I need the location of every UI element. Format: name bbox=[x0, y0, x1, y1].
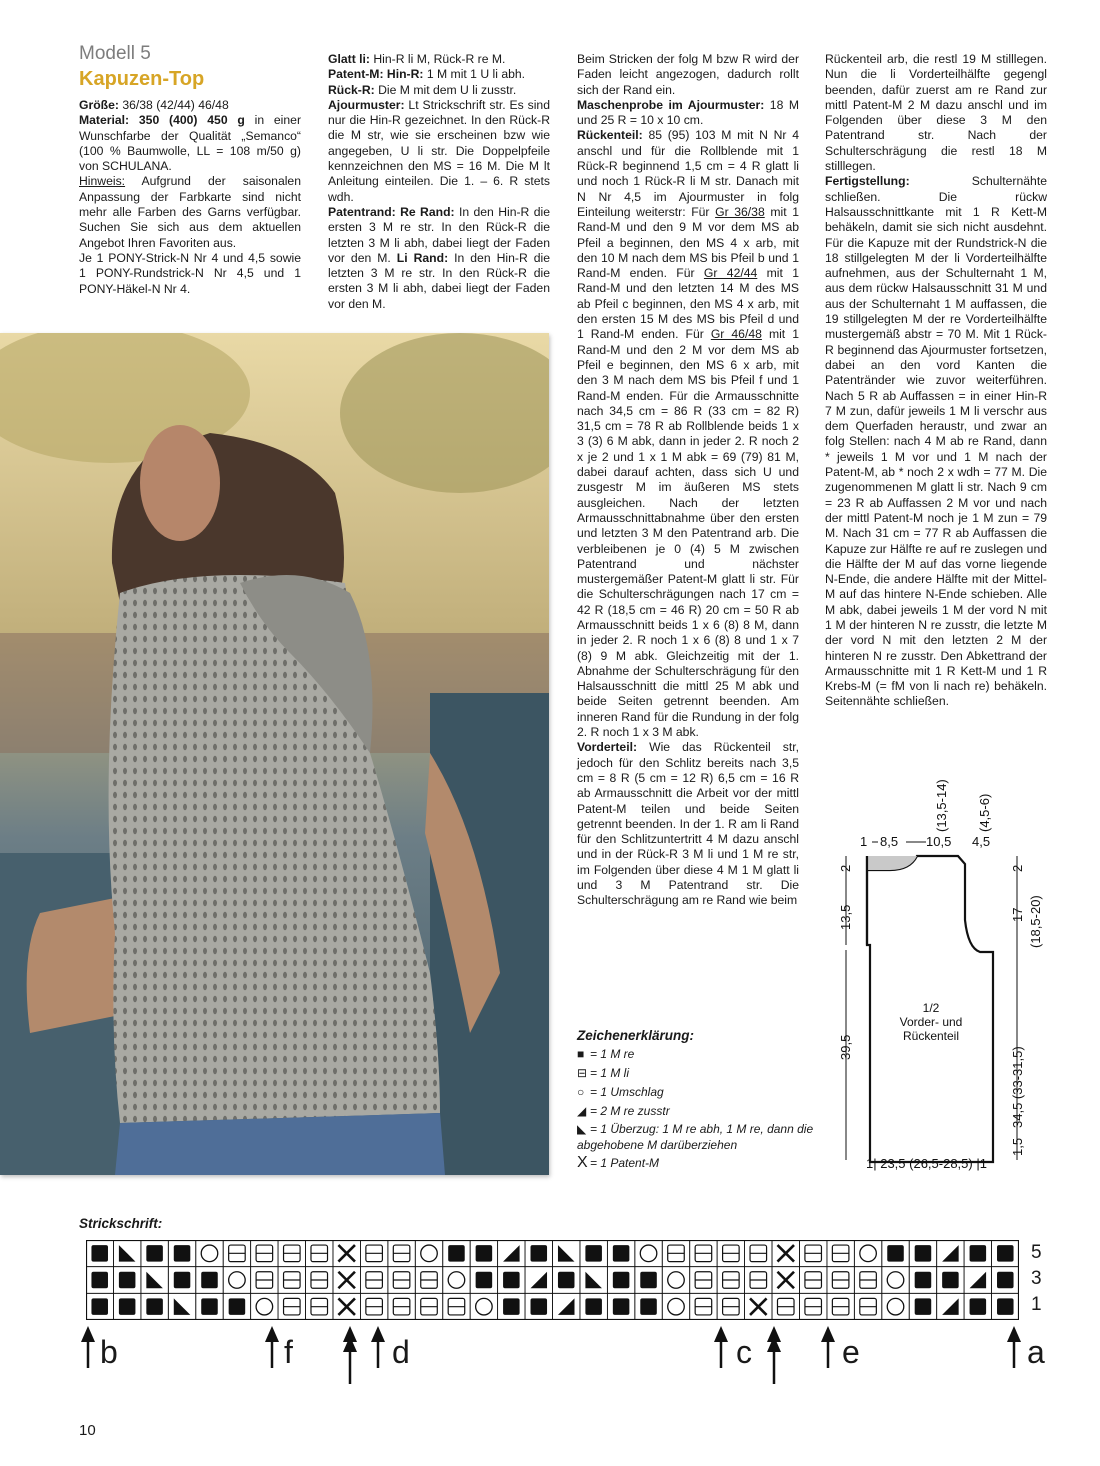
purl-cell bbox=[799, 1267, 826, 1294]
arrow-label-d: d bbox=[392, 1334, 410, 1370]
knit-cell bbox=[635, 1293, 662, 1320]
arrow-label-a: a bbox=[1027, 1334, 1045, 1370]
yarn-over-cell bbox=[635, 1240, 662, 1267]
size-ref-3: Gr 46/48 bbox=[710, 327, 762, 342]
knit-cell bbox=[909, 1267, 936, 1294]
k2tog-cell bbox=[964, 1267, 991, 1294]
rueck-text: Die M mit dem U li zusstr. bbox=[374, 82, 517, 97]
material-text: in einer Wunschfarbe der Qualität „Semanco“ (100 % Baumwolle, LL = 108 m/50 g) von SCHULANA. bbox=[79, 113, 302, 174]
circle-icon: ○ bbox=[577, 1085, 585, 1099]
yarn-over-cell bbox=[415, 1240, 442, 1267]
purl-cell bbox=[306, 1267, 333, 1294]
purl-cell bbox=[251, 1267, 278, 1294]
purl-cell bbox=[690, 1267, 717, 1294]
patentrand-text: In den Hin-R die ersten 3 M re str. In den Rück-R die letzten 3 M li abh, dabei liegt der Faden vor den M. bbox=[328, 204, 550, 265]
knit-cell bbox=[168, 1240, 195, 1267]
knit-cell bbox=[607, 1267, 634, 1294]
yarn-over-cell bbox=[882, 1267, 909, 1294]
gauge-label: Maschenprobe im Ajourmuster: bbox=[577, 97, 765, 112]
right-dim-5: 1,5 bbox=[1010, 1137, 1025, 1156]
purl-cell bbox=[717, 1240, 744, 1267]
knit-cell bbox=[992, 1293, 1019, 1320]
back-text-2: mit 1 Rand-M und den 9 M vor dem MS ab Pfeil a beginnen, den MS 4 x arb, mit den 10 M nach dem MS bis Pfeil b und 1 Rand-M enden. Für bbox=[577, 204, 799, 281]
size-text: 36/38 (42/44) 46/48 bbox=[118, 98, 229, 112]
patent-text: 1 M mit 1 U li abh. bbox=[423, 67, 526, 82]
patent-cell bbox=[333, 1240, 360, 1267]
knit-cell bbox=[113, 1267, 140, 1294]
legend-item: ■ = 1 M re bbox=[577, 1045, 817, 1064]
knit-cell bbox=[635, 1267, 662, 1294]
top-dim-4: 4,5 bbox=[972, 834, 991, 849]
k2tog-cell bbox=[937, 1240, 964, 1267]
knit-cell bbox=[525, 1240, 552, 1267]
ajour-label: Ajourmuster: bbox=[328, 97, 405, 112]
knit-cell bbox=[141, 1240, 168, 1267]
left-dim-1: 2 bbox=[838, 864, 853, 872]
page-number: 10 bbox=[79, 1422, 96, 1439]
ssk-cell bbox=[141, 1267, 168, 1294]
double-arrow-up-icon bbox=[764, 1326, 784, 1386]
k2tog-cell bbox=[553, 1293, 580, 1320]
knit-cell bbox=[470, 1240, 497, 1267]
k2tog-cell bbox=[525, 1267, 552, 1294]
knit-cell bbox=[86, 1267, 113, 1294]
arrow-label-c: c bbox=[736, 1334, 752, 1370]
arrow-label-f: f bbox=[284, 1334, 293, 1370]
arrow-up-icon bbox=[262, 1326, 282, 1386]
patent-cell bbox=[745, 1293, 772, 1320]
ssk-cell bbox=[553, 1240, 580, 1267]
knit-cell bbox=[113, 1293, 140, 1320]
glatt-label: Glatt li: bbox=[328, 52, 370, 66]
row-label-5: 5 bbox=[1031, 1242, 1042, 1263]
knitting-chart bbox=[86, 1240, 1019, 1320]
top-dim-2: 8,5 bbox=[880, 834, 899, 849]
purl-cell bbox=[388, 1267, 415, 1294]
rueck-label: Rück-R: bbox=[328, 82, 375, 97]
size-label: Größe: bbox=[79, 98, 119, 112]
patent-cell bbox=[772, 1267, 799, 1294]
double-arrow-up-icon bbox=[340, 1326, 360, 1386]
gauge-text: 18 M und 25 R = 10 x 10 cm. bbox=[577, 97, 799, 128]
stitches-column bbox=[328, 52, 550, 312]
purl-cell bbox=[415, 1267, 442, 1294]
purl-cell bbox=[854, 1293, 881, 1320]
top-dim-1: 1 bbox=[860, 834, 868, 849]
knit-cell bbox=[498, 1293, 525, 1320]
patent-label: Patent-M: Hin-R: bbox=[328, 67, 424, 82]
arrow-label-e: e bbox=[842, 1334, 860, 1370]
purl-cell bbox=[306, 1240, 333, 1267]
hint-text: Aufgrund der saisonalen Anpassung der Farbkarte sind nicht mehr alle Farben des Garns verfügbar. Suchen Sie sich aus dem aktuellen Angebot Ihren Favoriten aus. bbox=[79, 174, 301, 250]
yarn-over-cell bbox=[251, 1293, 278, 1320]
patent-cell bbox=[333, 1267, 360, 1294]
instructions-column bbox=[577, 52, 799, 909]
purl-cell bbox=[443, 1293, 470, 1320]
knit-cell bbox=[443, 1240, 470, 1267]
legend-title: Zeichenerklärung: bbox=[577, 1028, 695, 1043]
purl-cell bbox=[251, 1240, 278, 1267]
purl-cell bbox=[388, 1240, 415, 1267]
x-mark-icon: X bbox=[577, 1154, 588, 1171]
hint-label: Hinweis: bbox=[79, 174, 126, 189]
purl-cell bbox=[717, 1293, 744, 1320]
knit-cell bbox=[223, 1293, 250, 1320]
yarn-over-cell bbox=[662, 1293, 689, 1320]
yarn-over-cell bbox=[443, 1267, 470, 1294]
k2tog-cell bbox=[937, 1293, 964, 1320]
knit-cell bbox=[168, 1267, 195, 1294]
purl-cell bbox=[772, 1293, 799, 1320]
row-label-1: 1 bbox=[1031, 1294, 1042, 1315]
arrow-up-icon bbox=[711, 1326, 731, 1386]
top-vertical-1: (13,5-14) bbox=[934, 779, 949, 832]
arrow-up-icon bbox=[368, 1326, 388, 1386]
knit-cell bbox=[909, 1293, 936, 1320]
row-label-3: 3 bbox=[1031, 1268, 1042, 1289]
yarn-over-cell bbox=[223, 1267, 250, 1294]
left-dim-2: 13,5 bbox=[838, 904, 853, 930]
purl-cell bbox=[827, 1293, 854, 1320]
purl-cell bbox=[745, 1240, 772, 1267]
yarn-over-cell bbox=[470, 1293, 497, 1320]
legend-item: ⊟ = 1 M li bbox=[577, 1064, 817, 1083]
knit-cell bbox=[964, 1293, 991, 1320]
knit-cell bbox=[553, 1267, 580, 1294]
purl-cell bbox=[278, 1240, 305, 1267]
legend-item: ○ = 1 Umschlag bbox=[577, 1083, 817, 1102]
front-label: Vorderteil: bbox=[577, 740, 638, 755]
ajour-text: Lt Strickschrift str. Es sind nur die Hin-R gezeichnet. In den Rück-R die M str, wie sie erscheinen bzw wie angegeben, U li str. Die Doppelpfeile kennzeichnen den MS = 16 M. Die M lt Anleitung einteilen. Die 1. – 6. R stets wdh. bbox=[328, 97, 550, 204]
knit-cell bbox=[992, 1267, 1019, 1294]
lirand-text: In den Hin-R die letzten 3 M re str. In den Rück-R die ersten 3 M li abh, dabei liegt der Faden vor den M. bbox=[328, 250, 551, 311]
yarn-over-cell bbox=[662, 1267, 689, 1294]
ssk-cell bbox=[113, 1240, 140, 1267]
glatt-text: Hin-R li M, Rück-R re M. bbox=[369, 52, 506, 66]
right-dim-1: 2 bbox=[1010, 864, 1025, 872]
center-label-2: Vorder- und bbox=[899, 1015, 963, 1029]
arrow-up-icon bbox=[1004, 1326, 1024, 1386]
purl-cell bbox=[360, 1240, 387, 1267]
finishing-label: Fertigstellung: bbox=[825, 174, 910, 189]
symbol-legend bbox=[577, 1026, 817, 1173]
knit-cell bbox=[964, 1240, 991, 1267]
bottom-dim: 1| 23,5 (26,5-28,5) |1 bbox=[866, 1156, 987, 1171]
purl-cell bbox=[690, 1240, 717, 1267]
knit-cell bbox=[607, 1240, 634, 1267]
back-text-3: mit 1 Rand-M und den letzten 14 M des MS ab Pfeil c beginnen, den MS 4 x arb, mit den ersten 15 M des MS bis Pfeil d und 1 Rand-M enden. Für bbox=[577, 266, 799, 342]
pattern-title: Kapuzen-Top bbox=[79, 68, 205, 90]
knit-cell bbox=[937, 1267, 964, 1294]
ssk-cell bbox=[168, 1293, 195, 1320]
purl-cell bbox=[854, 1267, 881, 1294]
model-photo bbox=[0, 333, 549, 1175]
knit-cell bbox=[992, 1240, 1019, 1267]
garment-schema bbox=[830, 760, 1070, 1180]
top-dim-3: 10,5 bbox=[926, 834, 952, 849]
k2tog-cell bbox=[498, 1240, 525, 1267]
yarn-over-cell bbox=[854, 1240, 881, 1267]
patent-cell bbox=[772, 1240, 799, 1267]
purl-cell bbox=[360, 1267, 387, 1294]
patent-cell bbox=[333, 1293, 360, 1320]
knit-cell bbox=[607, 1293, 634, 1320]
yarn-over-cell bbox=[196, 1240, 223, 1267]
material-label: Material: 350 (400) 450 g bbox=[79, 113, 245, 128]
purl-cell bbox=[306, 1293, 333, 1320]
right-dim-2: 17 bbox=[1010, 907, 1025, 922]
purl-cell bbox=[360, 1293, 387, 1320]
size-ref-1: Gr 36/38 bbox=[715, 204, 765, 219]
knit-cell bbox=[580, 1240, 607, 1267]
left-dim-3: 39,5 bbox=[838, 1034, 853, 1060]
knit-cell bbox=[141, 1293, 168, 1320]
lirand-label: Li Rand: bbox=[396, 250, 449, 265]
materials-column bbox=[79, 98, 301, 297]
finishing-text: Schulternähte schließen. Die rückw Halsausschnittkante mit 1 R Kett-M behäkeln, damit sie sich nicht ausdehnt. Für die Kapuze mit der Rundstrick-N die 18 stillgelegten M der li Vorderteilhälfte aufnehmen, aus der Schulternaht 1 M, aus dem rückw Halsausschnitt 31 M und aus der Schulternaht 1 M auffassen, die 19 stillgelegten M der re Vorderteilhälfte mustergemäß abstr = 70 M. Mit 1 Rück-R beginnend das Ajourmuster fortsetzen, dabei an den vord Kanten die Patentränder wie zuvor weiterführen. Nach 5 R ab Auffassen = in einer Hin-R 7 M zun, dafür jeweils 1 M li verschr aus dem Querfaden heraustr, und zwar an folg Stellen: nach 4 M ab re Rand, dann * jeweils 1 M vor und 1 M nach der Patent-M, ab * noch 2 x wdh = 77 M. Die zugenommenen M glatt li str. Nach 9 cm = 23 R ab Auffassen 2 M vor und nach der mittl Patent-M noch je 1 M zun = 79 M. Nach 31 cm = 77 R ab Auffassen die Kapuze zur Hälfte re auf re zuslegen und die Hälfte der M auf das vorne liegende N-Ende, die andere Hälfte mit der Mittel-M auf das hintere N-Ende schieben. Alle M abk, dabei jeweils 1 M der vord N mit 1 M der hinteren N re zusstr, die letzte M der vord N mit den letzten 2 M der hinteren N re zusstr. Den Abkettrand der Armausschnitte mit 1 R Kett-M und 1 R Krebs-M (= fM von li nach re) behäkeln. Seitennähte schließen. bbox=[825, 174, 1047, 709]
knit-cell bbox=[525, 1293, 552, 1320]
intro-text: Beim Stricken der folg M bzw R wird der Faden leicht angezogen, dadurch rollt sich der Rand ein. bbox=[577, 52, 799, 97]
center-label-1: 1/2 bbox=[922, 1001, 940, 1015]
back-label: Rückenteil: bbox=[577, 128, 643, 143]
purl-cell bbox=[223, 1240, 250, 1267]
knit-cell bbox=[580, 1293, 607, 1320]
top-vertical-2: (4,5-6) bbox=[977, 793, 992, 832]
triangle-right-icon: ◢ bbox=[577, 1104, 587, 1118]
chart-title: Strickschrift: bbox=[79, 1216, 163, 1231]
right-dim-3: (18,5-20) bbox=[1028, 895, 1043, 948]
purl-cell bbox=[827, 1267, 854, 1294]
purl-cell bbox=[278, 1293, 305, 1320]
purl-cell bbox=[690, 1293, 717, 1320]
legend-item: X = 1 Patent-M bbox=[577, 1154, 660, 1171]
arrow-label-b: b bbox=[100, 1334, 118, 1370]
purl-cell bbox=[799, 1293, 826, 1320]
patentrand-label: Patentrand: Re Rand: bbox=[328, 204, 455, 219]
arrow-up-icon bbox=[818, 1326, 838, 1386]
size-ref-2: Gr 42/44 bbox=[703, 266, 758, 281]
knit-cell bbox=[470, 1267, 497, 1294]
purl-cell bbox=[415, 1293, 442, 1320]
legend-item: ◣ = 1 Überzug: 1 M re abh, 1 M re, dann die abgehobene M darüberziehen bbox=[577, 1122, 814, 1152]
knit-cell bbox=[498, 1267, 525, 1294]
purl-cell bbox=[745, 1267, 772, 1294]
knit-cell bbox=[909, 1240, 936, 1267]
yarn-over-cell bbox=[882, 1293, 909, 1320]
knit-cell bbox=[196, 1267, 223, 1294]
purl-cell bbox=[827, 1240, 854, 1267]
filled-square-icon: ■ bbox=[577, 1047, 585, 1061]
finishing-column bbox=[825, 52, 1047, 710]
purl-cell bbox=[388, 1293, 415, 1320]
front-text: Wie das Rückenteil str, jedoch für den Schlitz bereits nach 3,5 cm = 8 R (5 cm = 12 R) 6,5 cm = 16 R ab Armausschnitt die Arbeit vor der mittl Patent-M teilen und beide Seiten getrennt beenden. In der 1. R am li Rand für den Schlitzuntertritt 4 M dazu anschl und in der Rück-R 3 M li und 1 M re str, im Folgenden über diese 4 M 1 M glatt li und 3 M Patentrand str. Die Schulterschrägung am re Rand wie beim bbox=[577, 740, 799, 908]
right-dim-4: 34,5 (33-31,5) bbox=[1010, 1046, 1025, 1128]
legend-item: ◢ = 2 M re zusstr bbox=[577, 1102, 817, 1121]
purl-cell bbox=[799, 1240, 826, 1267]
knit-cell bbox=[86, 1240, 113, 1267]
back-text-1: 85 (95) 103 M mit N Nr 4 anschl und für die Rollblende mit 1 Rück-R beginnend 1,5 cm = 4 R glatt li und noch 1 Rück-R li M str. Danach mit N Nr 4,5 im Ajourmuster in folg Einteilung weiterstr: Für bbox=[577, 128, 799, 219]
back-text-4: mit 1 Rand-M und den 2 M vor dem MS ab Pfeil e beginnen, den MS 6 x arb, mit den 3 M nach dem MS bis Pfeil f und 1 Rand-M enden. Für die Armausschnitte nach 34,5 cm = 86 R (33 cm = 82 R) 31,5 cm = 78 R ab Rollblende beids 1 x 3 (3) 6 M abk, dann in jeder 2. R noch 2 x je 2 und 1 x 1 M abk = 69 (79) 81 M, dabei darauf achten, dass sich U und zusgestr M im äußeren MS stets ausgleichen. Nach der letzten Armausschnittabnahme über den ersten und letzten 3 M den Patentrand arb. Die verbleibenen je 0 (4) 5 M zwischen Patentrand und nächster mustergemäßer Patent-M glatt li str. Für die Schulterschrägungen nach 17 cm = 42 R (18,5 cm = 46 R) 20 cm = 50 R ab Armausschnitt beids 1 x 6 (8) 8 M, dann in jeder 2. R noch 1 x 6 (8) 8 und 1 x 7 (8) 9 M abk. Gleichzeitig mit der 1. Abnahme der Schulterschrägung für den Halsausschnitt die mittl 25 M abk und beide Seiten getrennt beenden. Am inneren Rand für die Rundung in der folg 2. R noch 1 x 3 M abk. bbox=[577, 327, 799, 740]
continuation-text: Rückenteil arb, die restl 19 M stilllegen. Nun die li Vorderteilhälfte gegengl beenden, dafür zuerst am re Rand zur mittl Patent-M 2 M dazu anschl und im Folgenden über diese 3 M den Patentrand str. Nach der Schulterschrägung die restl 18 M stilllegen. bbox=[825, 52, 1047, 174]
knit-cell bbox=[882, 1240, 909, 1267]
square-with-line-icon: ⊟ bbox=[577, 1066, 588, 1080]
purl-cell bbox=[278, 1267, 305, 1294]
triangle-left-icon: ◣ bbox=[577, 1122, 587, 1136]
knit-cell bbox=[196, 1293, 223, 1320]
model-number: Modell 5 bbox=[79, 43, 151, 64]
purl-cell bbox=[662, 1240, 689, 1267]
arrow-up-icon bbox=[78, 1326, 98, 1386]
center-label-3: Rückenteil bbox=[902, 1029, 960, 1043]
knit-cell bbox=[86, 1293, 113, 1320]
needles-text: Je 1 PONY-Strick-N Nr 4 und 4,5 sowie 1 PONY-Rundstrick-N Nr 4,5 und 1 PONY-Häkel-N Nr 4. bbox=[79, 250, 301, 296]
ssk-cell bbox=[580, 1267, 607, 1294]
purl-cell bbox=[717, 1267, 744, 1294]
